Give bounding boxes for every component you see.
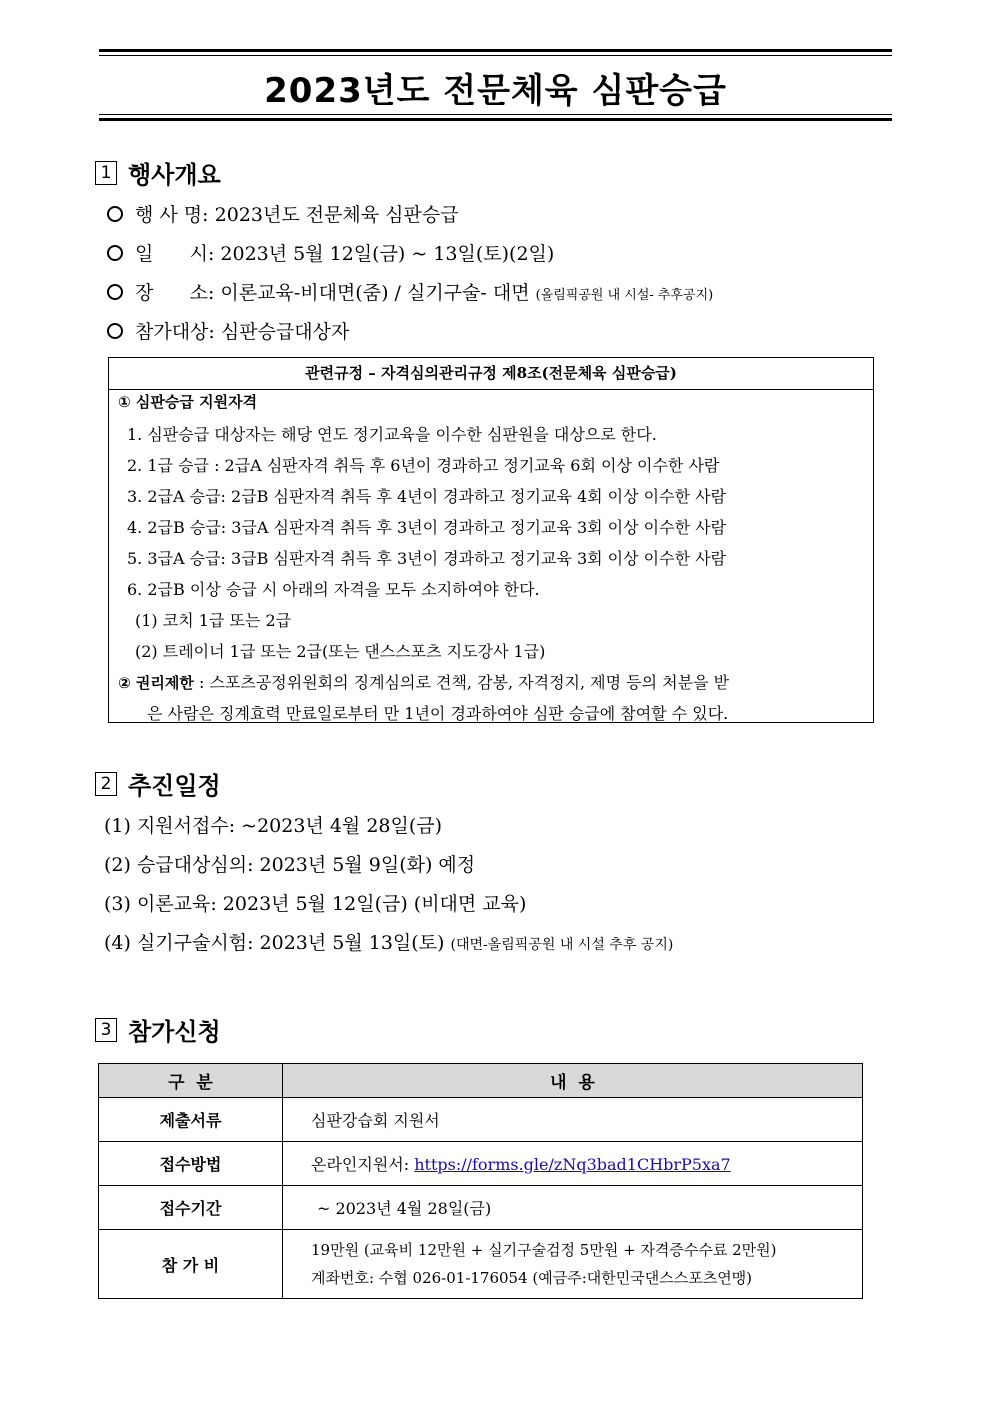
item-note: (올림픽공원 내 시설- 추후공지) — [535, 288, 714, 303]
row-key: 접수기간 — [99, 1186, 283, 1230]
schedule-item: (3) 이론교육: 2023년 5월 12일(금) (비대면 교육) — [104, 893, 527, 915]
restriction-line-1 — [118, 670, 729, 693]
section-3-heading — [95, 1012, 221, 1047]
qualification-item: 5. 3급A 승급: 3급B 심판자격 취득 후 3년이 경과하고 정기교육 3회 이상 이수한 사람 — [127, 549, 727, 568]
overview-item-target: 참가대상: 심판승급대상자 — [107, 317, 349, 344]
item-label: 장 소 — [135, 282, 208, 304]
circle-bullet-icon — [107, 284, 123, 300]
row-value: ~ 2023년 4월 28일(금) — [283, 1186, 863, 1230]
table-row — [99, 1098, 863, 1142]
regulation-header: 관련규정 – 자격심의관리규정 제8조(전문체육 심판승급) — [109, 358, 873, 390]
column-header: 구 분 — [99, 1064, 283, 1098]
column-header: 내 용 — [283, 1064, 863, 1098]
item-label: 행 사 명 — [135, 204, 203, 226]
item-value: 이론교육-비대면(줌) / 실기구술- 대면 — [220, 282, 530, 304]
qualification-title: ① 심판승급 지원자격 — [118, 393, 258, 411]
title-bottom-rule — [99, 114, 892, 121]
qualification-item: 3. 2급A 승급: 2급B 심판자격 취득 후 4년이 경과하고 정기교육 4회 이상 이수한 사람 — [127, 487, 727, 506]
table-row — [99, 1186, 863, 1230]
title-block — [99, 49, 892, 121]
qualification-item: 1. 심판승급 대상자는 해당 연도 정기교육을 이수한 심판원을 대상으로 한다. — [127, 425, 657, 444]
schedule-item: (1) 지원서접수: ~2023년 4월 28일(금) — [104, 815, 443, 837]
circle-bullet-icon — [107, 323, 123, 339]
section-number-box: 2 — [95, 772, 117, 796]
application-form-link[interactable]: https://forms.gle/zNq3bad1CHbrP5xa7 — [414, 1155, 731, 1174]
row-value-text: 온라인지원서: — [311, 1155, 415, 1174]
row-value — [283, 1142, 863, 1186]
table-header-row — [99, 1064, 863, 1098]
page-title: 2023년도 전문체육 심판승급 — [264, 71, 727, 111]
qualification-item: 6. 2급B 이상 승급 시 아래의 자격을 모두 소지하여야 한다. — [127, 580, 540, 599]
row-key: 접수방법 — [99, 1142, 283, 1186]
section-title: 참가신청 — [128, 1018, 221, 1046]
circle-bullet-icon — [107, 245, 123, 261]
row-value — [283, 1230, 863, 1299]
item-value: 2023년도 전문체육 심판승급 — [214, 204, 459, 226]
account-line: 계좌번호: 수협 026-01-176054 (예금주:대한민국댄스스포츠연맹) — [311, 1269, 753, 1287]
schedule-item: (2) 승급대상심의: 2023년 5월 9일(화) 예정 — [104, 854, 476, 876]
section-title: 추진일정 — [128, 772, 221, 800]
row-value: 심판강습회 지원서 — [283, 1098, 863, 1142]
table-row — [99, 1142, 863, 1186]
restriction-text: : 스포츠공정위원회의 징계심의로 견책, 감봉, 자격정지, 제명 등의 처분을 받 — [193, 673, 730, 692]
restriction-line-2: 은 사람은 징계효력 만료일로부터 만 1년이 경과하여야 심판 승급에 참여할 수 있다. — [147, 704, 729, 723]
section-1-heading — [95, 155, 221, 190]
overview-item-name: 행 사 명: 2023년도 전문체육 심판승급 — [107, 200, 459, 227]
overview-item-date: 일 시: 2023년 5월 12일(금) ~ 13일(토)(2일) — [107, 239, 554, 266]
schedule-item — [104, 928, 673, 955]
schedule-item-text: (4) 실기구술시험: 2023년 5월 13일(토) — [104, 932, 445, 954]
section-number-box: 3 — [95, 1018, 117, 1042]
item-value: 2023년 5월 12일(금) ~ 13일(토)(2일) — [220, 243, 555, 265]
item-label: 일 시 — [135, 243, 208, 265]
row-key: 참 가 비 — [99, 1230, 283, 1299]
item-value: 심판승급대상자 — [220, 321, 350, 343]
fee-line: 19만원 (교육비 12만원 + 실기구술검정 5만원 + 자격증수수료 2만원) — [311, 1241, 777, 1259]
overview-item-place: 장 소: 이론교육-비대면(줌) / 실기구술- 대면 (올림픽공원 내 시설- 추후공지) — [107, 278, 713, 305]
application-table — [98, 1063, 863, 1299]
sub-qualification-item: (1) 코치 1급 또는 2급 — [135, 611, 292, 630]
row-key: 제출서류 — [99, 1098, 283, 1142]
section-2-heading — [95, 766, 221, 801]
schedule-item-note: (대면-올림픽공원 내 시설 추후 공지) — [450, 937, 674, 953]
qualification-item: 2. 1급 승급 : 2급A 심판자격 취득 후 6년이 경과하고 정기교육 6회 이상 이수한 사람 — [127, 456, 720, 475]
section-number-box: 1 — [95, 161, 117, 185]
section-title: 행사개요 — [128, 161, 221, 189]
regulation-box — [108, 357, 874, 723]
title-top-rule — [99, 49, 892, 56]
item-label: 참가대상 — [135, 321, 209, 343]
sub-qualification-item: (2) 트레이너 1급 또는 2급(또는 댄스스포츠 지도강사 1급) — [135, 642, 546, 661]
qualification-item: 4. 2급B 승급: 3급A 심판자격 취득 후 3년이 경과하고 정기교육 3회 이상 이수한 사람 — [127, 518, 727, 537]
restriction-label: ② 권리제한 — [118, 674, 194, 692]
circle-bullet-icon — [107, 206, 123, 222]
table-row — [99, 1230, 863, 1299]
